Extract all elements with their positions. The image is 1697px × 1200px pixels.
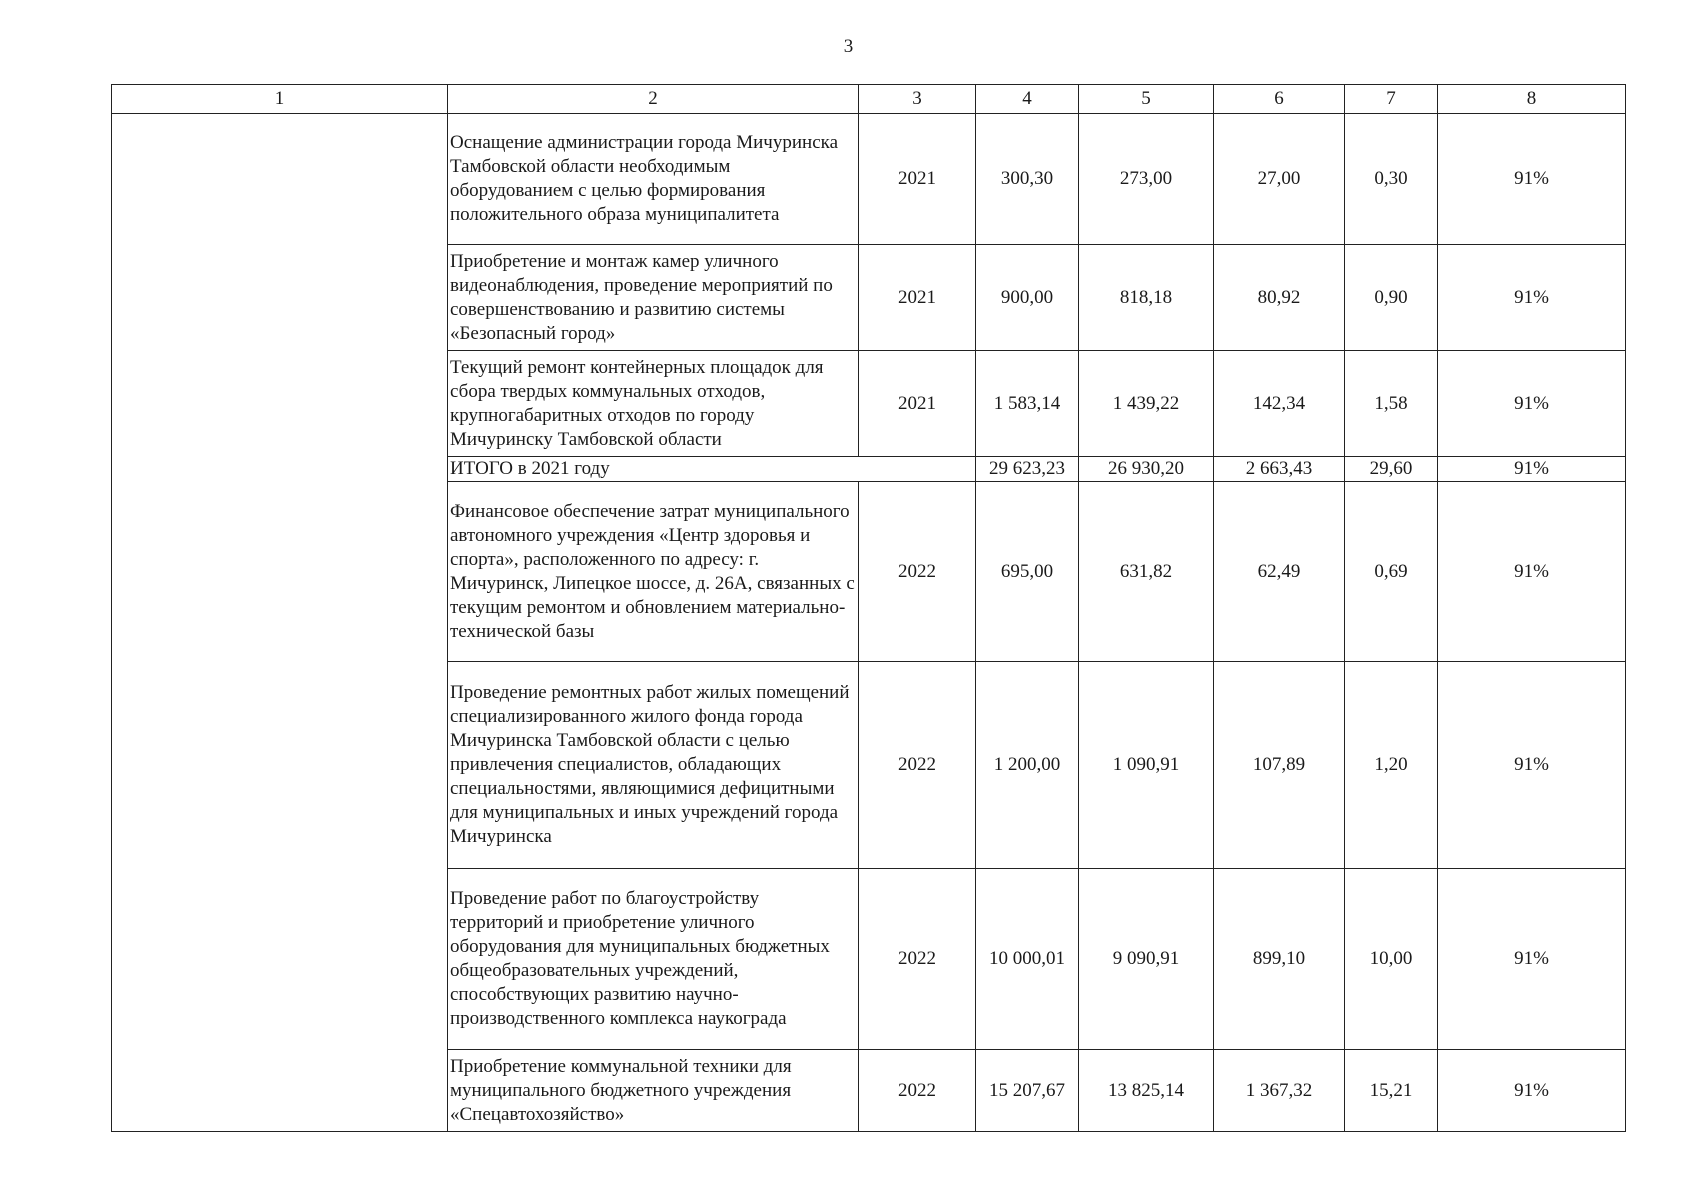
column-header: 4: [976, 85, 1079, 114]
row-description: Текущий ремонт контейнерных площадок для сбора твердых коммунальных отходов, крупногабаритных отходов по городу Мичуринску Тамбовской области: [448, 351, 859, 457]
row-col6: 107,89: [1214, 662, 1345, 869]
row-year: 2021: [859, 351, 976, 457]
row-col6: 62,49: [1214, 482, 1345, 662]
row-col6: 80,92: [1214, 245, 1345, 351]
row-total: 300,30: [976, 114, 1079, 245]
row-col5: 818,18: [1079, 245, 1214, 351]
row-col6: 899,10: [1214, 869, 1345, 1050]
budget-table: [111, 84, 1626, 1132]
row-total: 10 000,01: [976, 869, 1079, 1050]
row-col8: 91%: [1438, 1050, 1626, 1132]
column-header: 8: [1438, 85, 1626, 114]
row-col6: 142,34: [1214, 351, 1345, 457]
row-col7: 1,58: [1345, 351, 1438, 457]
subtotal-total: 29 623,23: [976, 457, 1079, 482]
row-total: 1 200,00: [976, 662, 1079, 869]
row-description: Приобретение коммунальной техники для муниципального бюджетного учреждения «Спецавтохозяйство»: [448, 1050, 859, 1132]
column-header: 3: [859, 85, 976, 114]
subtotal-col5: 26 930,20: [1079, 457, 1214, 482]
row-col7: 0,90: [1345, 245, 1438, 351]
page-number: 3: [843, 36, 854, 57]
row-col8: 91%: [1438, 869, 1626, 1050]
column-header: 7: [1345, 85, 1438, 114]
row-year: 2022: [859, 662, 976, 869]
row-year: 2021: [859, 114, 976, 245]
row-col5: 9 090,91: [1079, 869, 1214, 1050]
row-col5: 1 090,91: [1079, 662, 1214, 869]
row-col7: 0,30: [1345, 114, 1438, 245]
row-col6: 27,00: [1214, 114, 1345, 245]
row-col7: 0,69: [1345, 482, 1438, 662]
row-description: Проведение работ по благоустройству территорий и приобретение уличного оборудования для муниципальных бюджетных общеобразовательных учреждений, способствующих развитию научно-производственного комплекса наукограда: [448, 869, 859, 1050]
row-description: Финансовое обеспечение затрат муниципального автономного учреждения «Центр здоровья и спорта», расположенного по адресу: г. Мичуринск, Липецкое шоссе, д. 26А, связанных с текущим ремонтом и обновлением материально-технической базы: [448, 482, 859, 662]
row-col5: 13 825,14: [1079, 1050, 1214, 1132]
row-col5: 273,00: [1079, 114, 1214, 245]
row-col8: 91%: [1438, 482, 1626, 662]
column-header: 1: [112, 85, 448, 114]
column-1-cell: [112, 114, 448, 1132]
row-total: 1 583,14: [976, 351, 1079, 457]
subtotal-col8: 91%: [1438, 457, 1626, 482]
subtotal-col6: 2 663,43: [1214, 457, 1345, 482]
row-description: Оснащение администрации города Мичуринска Тамбовской области необходимым оборудованием с целью формирования положительного образа муниципалитета: [448, 114, 859, 245]
row-description: Проведение ремонтных работ жилых помещений специализированного жилого фонда города Мичуринска Тамбовской области с целью привлечения специалистов, обладающих специальностями, являющимися дефицитными для муниципальных и иных учреждений города Мичуринска: [448, 662, 859, 869]
row-col7: 1,20: [1345, 662, 1438, 869]
row-total: 695,00: [976, 482, 1079, 662]
column-header: 2: [448, 85, 859, 114]
row-col5: 1 439,22: [1079, 351, 1214, 457]
row-col8: 91%: [1438, 662, 1626, 869]
table-row: [112, 114, 1626, 245]
row-col8: 91%: [1438, 351, 1626, 457]
row-col6: 1 367,32: [1214, 1050, 1345, 1132]
row-year: 2022: [859, 1050, 976, 1132]
row-col8: 91%: [1438, 245, 1626, 351]
row-col7: 10,00: [1345, 869, 1438, 1050]
column-header: 5: [1079, 85, 1214, 114]
column-number-row: [112, 85, 1626, 114]
row-total: 900,00: [976, 245, 1079, 351]
subtotal-col7: 29,60: [1345, 457, 1438, 482]
row-description: Приобретение и монтаж камер уличного видеонаблюдения, проведение мероприятий по совершенствованию и развитию системы «Безопасный город»: [448, 245, 859, 351]
row-col5: 631,82: [1079, 482, 1214, 662]
row-year: 2022: [859, 482, 976, 662]
row-col7: 15,21: [1345, 1050, 1438, 1132]
row-col8: 91%: [1438, 114, 1626, 245]
row-year: 2021: [859, 245, 976, 351]
subtotal-label: ИТОГО в 2021 году: [448, 457, 976, 482]
row-year: 2022: [859, 869, 976, 1050]
column-header: 6: [1214, 85, 1345, 114]
row-total: 15 207,67: [976, 1050, 1079, 1132]
